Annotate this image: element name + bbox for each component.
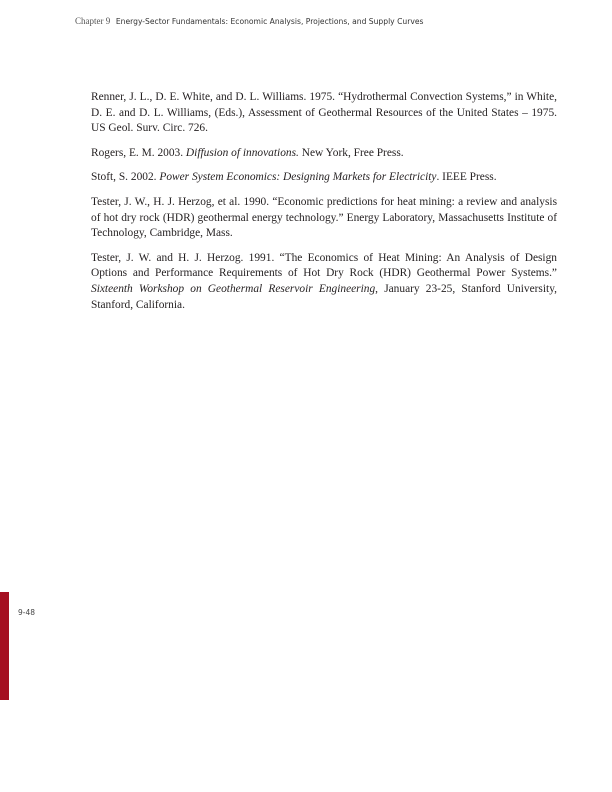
reference-text: Tester, J. W., H. J. Herzog, et al. 1990. “Economic predictions for heat mining: a review and analysis of hot dry rock (HDR) geothermal energy technology.” Energy Laboratory, Massachusetts Institute of Technology, Cambridge, Mass. — [91, 195, 557, 240]
reference-text: . IEEE Press. — [436, 171, 497, 184]
reference-italic-title: Sixteenth Workshop on Geothermal Reservoir Engineering — [91, 282, 376, 295]
reference-italic-title: Power System Economics: Designing Markets for Electricity — [159, 171, 437, 184]
reference-list — [91, 90, 557, 322]
reference-text: New York, Free Press. — [298, 146, 404, 159]
reference-entry — [91, 170, 557, 186]
reference-text: Stoft, S. 2002. — [91, 171, 160, 184]
chapter-label: Chapter 9 — [75, 16, 111, 26]
reference-text: Rogers, E. M. 2003. — [91, 146, 186, 159]
reference-text: , January 23-25, Stanford University, Stanford, California. — [91, 282, 557, 311]
chapter-tab-bar — [0, 592, 9, 700]
reference-text: Tester, J. W. and H. J. Herzog. 1991. “The Economics of Heat Mining: An Analysis of Design Options and Performance Requirements of Hot Dry Rock (HDR) Geothermal Power Systems.” — [91, 251, 557, 280]
page-number: 9-48 — [18, 608, 36, 617]
reference-entry — [91, 251, 557, 313]
reference-text: Renner, J. L., D. E. White, and D. L. Williams. 1975. “Hydrothermal Convection Systems,” in White, D. E. and D. L. Williams, (Eds.), Assessment of Geothermal Resources of the United States – 1975. US Geol. Surv. Circ. 726. — [91, 91, 557, 135]
running-header — [75, 16, 423, 26]
reference-italic-title: Diffusion of innovations. — [185, 146, 299, 159]
reference-entry — [91, 195, 557, 242]
reference-entry — [91, 146, 557, 162]
chapter-title: Energy-Sector Fundamentals: Economic Analysis, Projections, and Supply Curves — [115, 17, 424, 26]
reference-entry — [91, 90, 557, 137]
